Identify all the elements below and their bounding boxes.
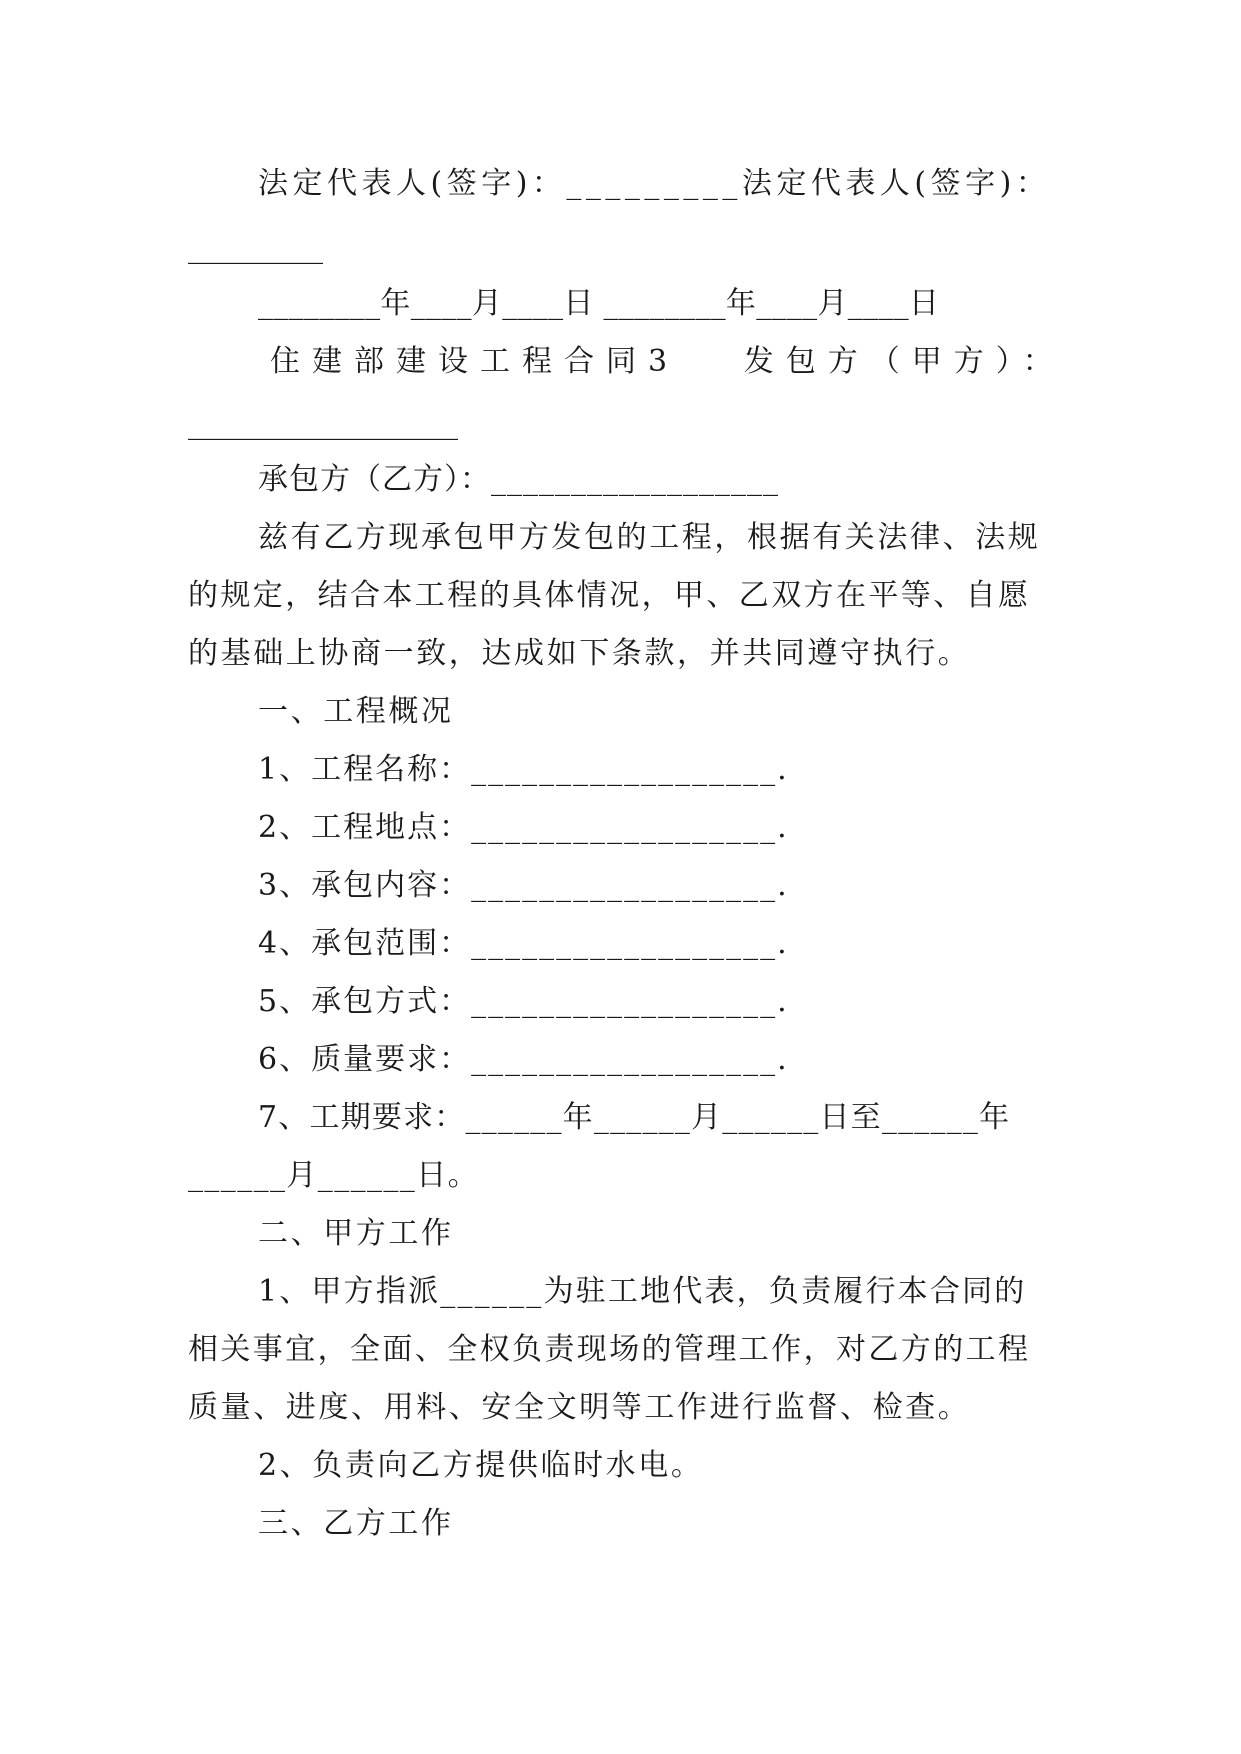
list-item: 6、质量要求：__________________.: [258, 1042, 789, 1077]
paragraph-line: 相关事宜，全面、全权负责现场的管理工作，对乙方的工程: [188, 1332, 1031, 1367]
document-title-line: 住建部建设工程合同3 发包方（甲方）：: [270, 344, 1065, 379]
party-a-blank: __________________: [188, 406, 458, 441]
paragraph-line: 2、负责向乙方提供临时水电。: [258, 1448, 704, 1483]
paragraph-line: 质量、进度、用料、安全文明等工作进行监督、检查。: [188, 1390, 971, 1425]
list-item: 7、工期要求：______年______月______日至______年: [258, 1100, 1011, 1135]
list-item: 1、工程名称：__________________.: [258, 752, 789, 787]
list-item: 2、工程地点：__________________.: [258, 810, 789, 845]
paragraph-line: 1、甲方指派______为驻工地代表，负责履行本合同的: [258, 1274, 1027, 1309]
list-item: 3、承包内容：__________________.: [258, 868, 789, 903]
list-item-continuation: ______月______日。: [188, 1158, 479, 1193]
paragraph-line: 的基础上协商一致，达成如下条款，并共同遵守执行。: [188, 636, 971, 671]
date-line: ________年____月____日 ________年____月____日: [258, 286, 940, 321]
party-b-line: 承包方（乙方）：__________________: [258, 462, 779, 497]
list-item: 4、承包范围：__________________.: [258, 926, 789, 961]
paragraph-line: 的规定，结合本工程的具体情况，甲、乙双方在平等、自愿: [188, 578, 1031, 613]
paragraph-line: 兹有乙方现承包甲方发包的工程，根据有关法律、法规: [258, 520, 1041, 555]
signature-line: 法定代表人(签字)：_________法定代表人(签字)：: [258, 166, 1051, 201]
signature-blank: _________: [188, 230, 323, 265]
section-heading: 三、乙方工作: [258, 1506, 454, 1541]
section-heading: 一、工程概况: [258, 694, 454, 729]
list-item: 5、承包方式：__________________.: [258, 984, 789, 1019]
section-heading: 二、甲方工作: [258, 1216, 454, 1251]
